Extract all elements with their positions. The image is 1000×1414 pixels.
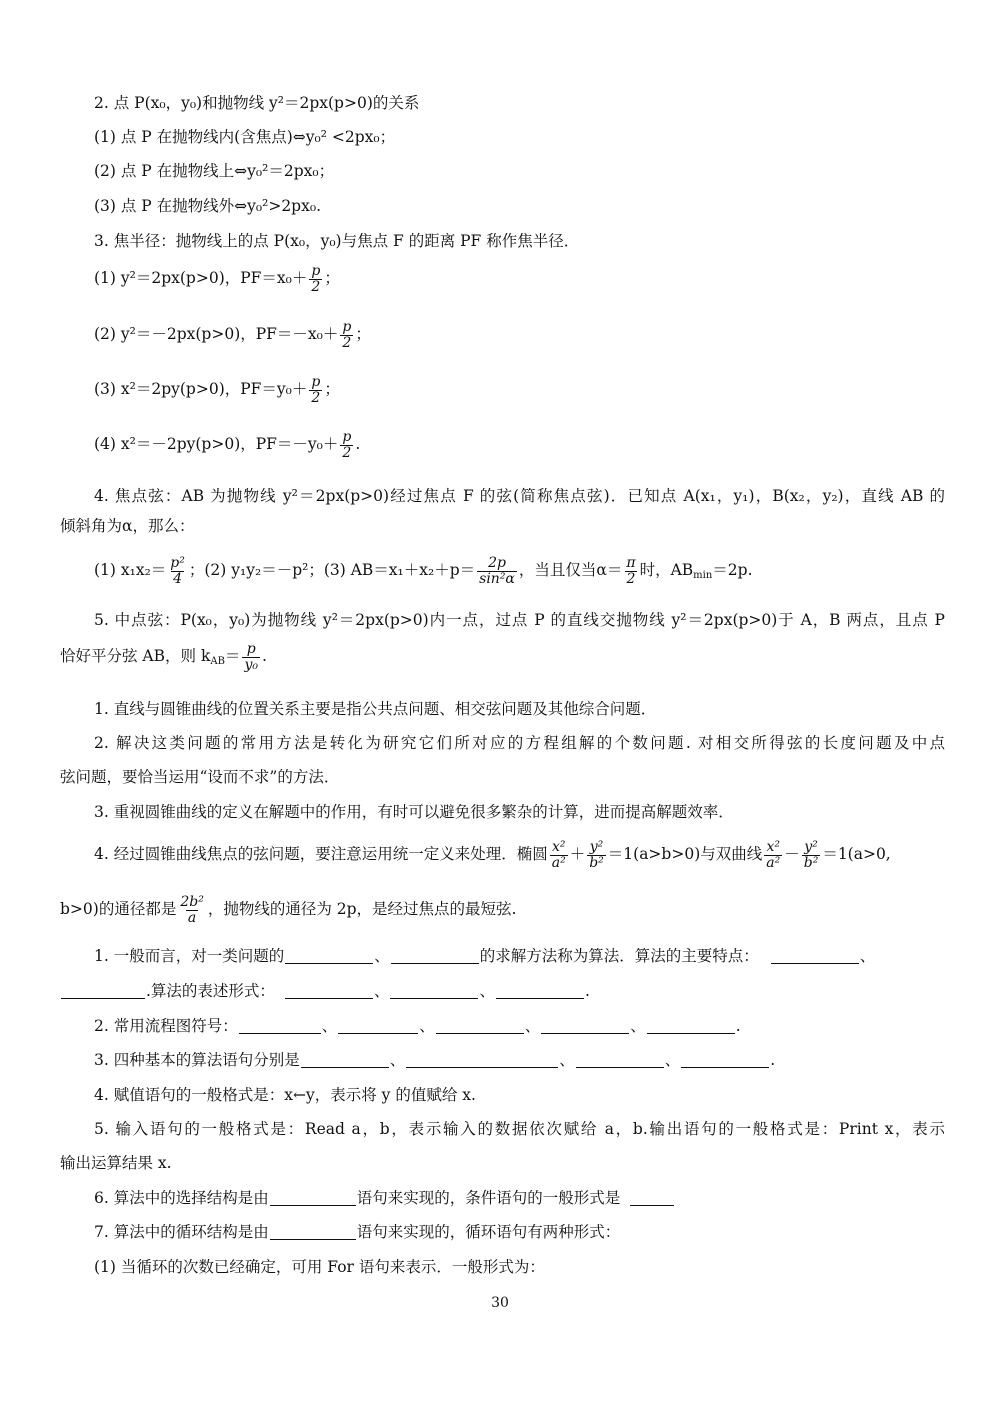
fraction — [178, 895, 205, 925]
text-segment: . — [770, 1051, 776, 1069]
fraction-numerator: 2b² — [180, 894, 204, 910]
fraction — [168, 556, 187, 586]
subscript: AB — [210, 656, 225, 668]
fill-blank[interactable] — [391, 948, 479, 964]
fraction — [624, 556, 637, 586]
formula-line — [60, 375, 945, 405]
text-line — [60, 980, 945, 1002]
fraction — [309, 375, 322, 405]
fill-blank[interactable] — [681, 1052, 769, 1068]
fill-blank[interactable] — [239, 1018, 321, 1034]
fill-blank[interactable] — [771, 948, 859, 964]
text-segment: (3) x²＝2py(p>0)，PF＝y₀＋ — [94, 380, 308, 399]
fraction — [587, 840, 606, 870]
text-segment: ＝2p. — [712, 561, 753, 580]
text-segment: . — [261, 647, 267, 666]
fill-blank[interactable] — [496, 983, 584, 999]
fill-blank[interactable] — [285, 948, 373, 964]
fraction-numerator: p² — [170, 555, 185, 571]
formula-line — [60, 264, 945, 294]
fill-blank[interactable] — [576, 1052, 664, 1068]
text-segment: 语句来实现的，循环语句有两种形式： — [356, 1223, 621, 1241]
formula-line — [60, 895, 945, 925]
text-segment: ＋ — [569, 845, 586, 864]
text-segment: 恰好平分弦 AB，则 k — [60, 647, 211, 666]
fraction-numerator: p — [311, 263, 321, 279]
fraction-numerator: p — [246, 641, 256, 657]
text-segment: 4. 经过圆锥曲线焦点的弦问题，要注意运用统一定义来处理．椭圆 — [94, 845, 548, 864]
fraction-numerator: π — [626, 555, 636, 571]
text-segment: 6. 算法中的选择结构是由 — [94, 1189, 269, 1207]
fill-blank[interactable] — [270, 1224, 356, 1240]
text-line: (1) 点 P 在抛物线内(含焦点)⇔y₀² <2px₀； — [94, 128, 396, 146]
formula-line — [60, 840, 945, 870]
text-line: 5. 输入语句的一般格式是：Read a，b，表示输入的数据依次赋给 a，b.输出语句的一般格式是：Print x，表示 — [94, 1120, 945, 1138]
text-segment: ；(2) y₁y₂＝－p²；(3) AB＝x₁＋x₂＋p＝ — [188, 561, 476, 580]
fill-blank[interactable] — [285, 983, 373, 999]
text-line: 1. 直线与圆锥曲线的位置关系主要是指公共点问题、相交弦问题及其他综合问题． — [94, 700, 657, 718]
fraction — [764, 840, 782, 870]
text-line: 3. 焦半径：抛物线上的点 P(x₀，y₀)与焦点 F 的距离 PF 称作焦半径． — [94, 232, 580, 250]
text-segment: . — [735, 1017, 741, 1035]
formula-line — [60, 642, 945, 672]
fraction-denominator: 2 — [311, 278, 321, 295]
fraction — [309, 264, 322, 294]
fraction-denominator: y₀ — [244, 656, 258, 673]
text-line — [60, 1221, 945, 1243]
text-line — [60, 945, 945, 967]
fraction-denominator: a² — [766, 854, 781, 871]
fraction-denominator: b² — [803, 854, 819, 871]
fraction — [550, 840, 568, 870]
text-line: 弦问题，要恰当运用“设而不求”的方法． — [60, 768, 340, 786]
text-segment: 、 — [373, 982, 390, 1000]
fraction — [242, 642, 260, 672]
fraction-denominator: sin²α — [479, 570, 515, 587]
fraction — [340, 320, 353, 350]
fill-blank[interactable] — [406, 1052, 558, 1068]
fraction-denominator: 2 — [342, 334, 352, 351]
text-segment: 7. 算法中的循环结构是由 — [94, 1223, 269, 1241]
fraction-denominator: 2 — [311, 389, 321, 406]
fraction — [802, 840, 821, 870]
text-segment: 、 — [524, 1017, 541, 1035]
text-segment: 、 — [374, 947, 390, 965]
text-segment: － — [784, 845, 800, 864]
fill-blank[interactable] — [541, 1018, 629, 1034]
text-segment: 、 — [664, 1051, 681, 1069]
text-segment: 时，AB — [639, 561, 694, 580]
fraction — [477, 556, 517, 586]
text-line: 4. 焦点弦：AB 为抛物线 y²＝2px(p>0)经过焦点 F 的弦(简称焦点弦)．已知点 A(x₁，y₁)，B(x₂，y₂)，直线 AB 的 — [94, 487, 945, 505]
fraction-numerator: x² — [766, 839, 780, 855]
fraction-numerator: p — [311, 374, 321, 390]
text-segment: ； — [324, 380, 340, 399]
text-segment: 、 — [859, 947, 876, 965]
fill-blank[interactable] — [270, 1190, 356, 1206]
text-segment: . — [584, 982, 590, 1000]
fill-blank[interactable] — [647, 1018, 735, 1034]
fill-blank[interactable] — [630, 1190, 674, 1206]
text-segment: 、 — [321, 1017, 338, 1035]
text-segment: 2. 常用流程图符号： — [94, 1017, 238, 1035]
text-segment: ，抛物线的通径为 2p，是经过焦点的最短弦. — [207, 900, 517, 919]
text-segment: ＝ — [224, 647, 241, 666]
text-segment: 、 — [389, 1051, 406, 1069]
text-line: 2. 点 P(x₀，y₀)和抛物线 y²＝2px(p>0)的关系 — [94, 94, 420, 112]
text-line: 4. 赋值语句的一般格式是：x←y，表示将 y 的值赋给 x. — [94, 1086, 476, 1104]
text-segment: . — [355, 435, 361, 454]
text-line: 输出运算结果 x. — [60, 1154, 172, 1172]
text-segment: ，当且仅当α＝ — [518, 561, 623, 580]
text-segment: (1) x₁x₂＝ — [94, 561, 167, 580]
text-segment: 语句来实现的，条件语句的一般形式是 — [356, 1189, 621, 1207]
fraction-numerator: p — [342, 429, 352, 445]
fraction-numerator: y² — [804, 839, 818, 855]
text-segment: 1. 一般而言，对一类问题的 — [94, 947, 285, 965]
text-segment: (1) y²＝2px(p>0)，PF＝x₀＋ — [94, 269, 308, 288]
text-segment: ＝1(a>b>0)与双曲线 — [607, 845, 763, 864]
fraction-denominator: b² — [589, 854, 604, 871]
fraction-numerator: y² — [589, 839, 604, 855]
formula-line — [60, 556, 945, 586]
fraction-denominator: 4 — [173, 570, 183, 587]
formula-line — [60, 320, 945, 350]
text-line: (3) 点 P 在抛物线外⇔y₀²>2px₀. — [94, 197, 321, 215]
text-segment: 、 — [559, 1051, 575, 1069]
text-line — [60, 1187, 945, 1209]
fraction-denominator: a² — [551, 854, 566, 871]
text-segment: (4) x²＝－2py(p>0)，PF＝－y₀＋ — [94, 435, 339, 454]
text-line: 2. 解决这类问题的常用方法是转化为研究它们所对应的方程组解的个数问题. 对相交所得弦的长度问题及中点 — [94, 734, 945, 752]
fraction-numerator: x² — [551, 839, 566, 855]
text-segment: 、 — [479, 982, 495, 1000]
text-segment: .算法的表述形式： — [146, 982, 275, 1000]
text-segment: 的求解方法称为算法．算法的主要特点： — [479, 947, 759, 965]
fill-blank[interactable] — [338, 1018, 418, 1034]
text-line — [60, 1015, 945, 1037]
fill-blank[interactable] — [436, 1018, 524, 1034]
text-segment: (2) y²＝－2px(p>0)，PF＝－x₀＋ — [94, 325, 339, 344]
text-line: 倾斜角为α，那么： — [60, 517, 195, 535]
text-line — [60, 1049, 945, 1071]
text-segment: ； — [355, 325, 371, 344]
text-line: (1) 当循环的次数已经确定，可用 For 语句来表示．一般形式为： — [94, 1258, 545, 1276]
text-segment: 、 — [419, 1017, 435, 1035]
fraction — [340, 430, 353, 460]
subscript: min — [693, 570, 713, 582]
fraction-denominator: 2 — [626, 570, 636, 587]
document-page — [60, 0, 945, 1414]
fraction-denominator: 2 — [342, 444, 352, 461]
text-line: 5. 中点弦：P(x₀，y₀)为抛物线 y²＝2px(p>0)内一点，过点 P 的直线交抛物线 y²＝2px(p>0)于 A，B 两点，且点 P — [94, 611, 945, 629]
text-segment: 3. 四种基本的算法语句分别是 — [94, 1051, 300, 1069]
formula-line — [60, 430, 945, 460]
fraction-denominator: a — [187, 909, 197, 926]
text-segment: b>0)的通径都是 — [60, 900, 177, 919]
text-line: 3. 重视圆锥曲线的定义在解题中的作用，有时可以避免很多繁杂的计算，进而提高解题效率． — [94, 803, 734, 821]
fraction-numerator: 2p — [488, 555, 506, 571]
text-line: (2) 点 P 在抛物线上⇔y₀²＝2px₀； — [94, 162, 335, 180]
text-segment: ＝1(a>0, — [822, 845, 891, 864]
page-number: 30 — [491, 1295, 509, 1311]
fill-blank[interactable] — [301, 1052, 389, 1068]
fraction-numerator: p — [342, 319, 352, 335]
fill-blank[interactable] — [390, 983, 478, 999]
text-segment: 、 — [630, 1017, 646, 1035]
text-segment: ； — [324, 269, 340, 288]
fill-blank[interactable] — [61, 983, 145, 999]
